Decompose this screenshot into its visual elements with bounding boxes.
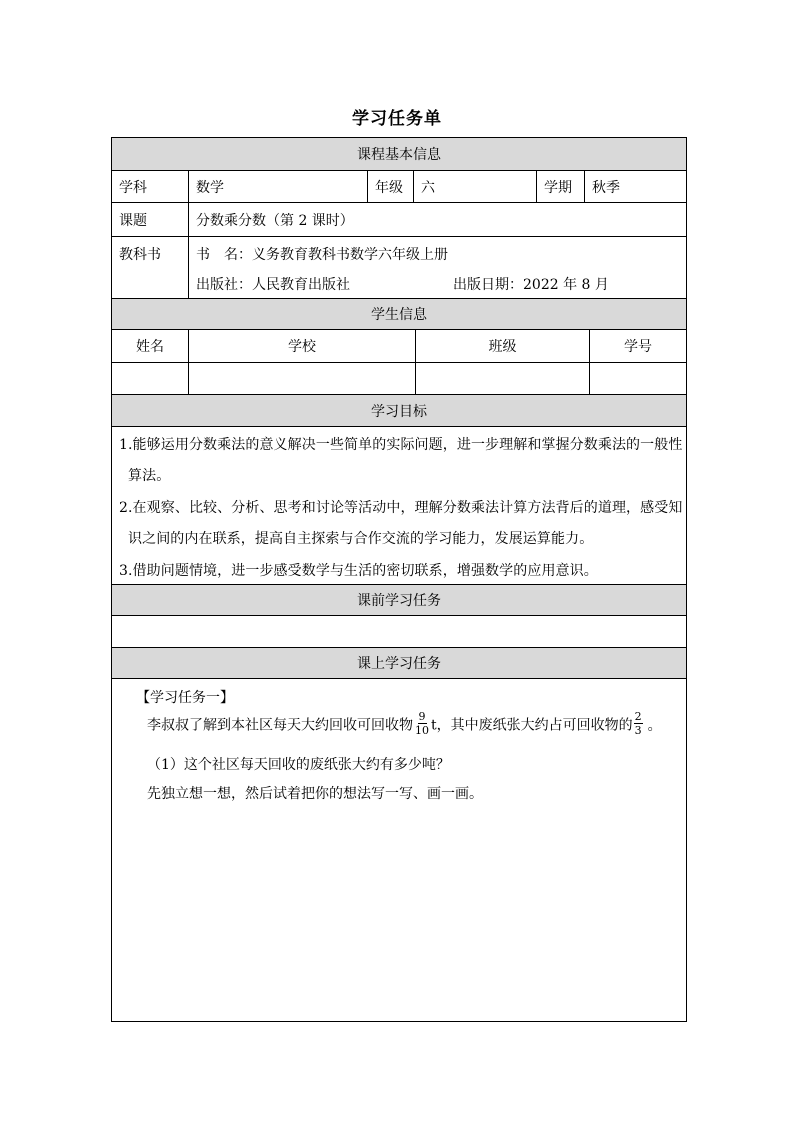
- col-class: 班级: [415, 330, 589, 362]
- fraction-two-thirds: [634, 711, 643, 736]
- class-field[interactable]: [415, 363, 589, 394]
- fraction-denominator: 10: [415, 724, 429, 737]
- task-sheet-table: [111, 137, 687, 1022]
- objective-line: 算法。: [128, 468, 171, 484]
- textbook-label: 教科书: [119, 247, 161, 263]
- student-id-field[interactable]: [589, 363, 686, 394]
- term-label: 学期: [536, 171, 584, 202]
- pre-class-body: [112, 616, 686, 648]
- student-columns-row: [112, 330, 686, 363]
- subject-row: [112, 171, 686, 203]
- col-name: 姓名: [136, 339, 164, 355]
- student-fill-row: [112, 363, 686, 395]
- objective-line: 1.能够运用分数乘法的意义解决一些简单的实际问题，进一步理解和掌握分数乘法的一般性: [119, 437, 683, 453]
- question-1: （1）这个社区每天回收的废纸张大约有多少吨？: [147, 757, 450, 773]
- book-name: 书 名：义务教育教科书数学六年级上册: [196, 247, 448, 263]
- fraction-denominator: 3: [634, 724, 642, 737]
- col-student-id: 学号: [589, 330, 686, 362]
- topic-row: [112, 203, 686, 237]
- topic-value: 分数乘分数（第 2 课时）: [188, 203, 686, 236]
- name-field[interactable]: [112, 363, 188, 394]
- in-class-body: [112, 679, 686, 1021]
- in-class-header: 课上学习任务: [112, 648, 686, 679]
- problem-text-3: 。: [647, 717, 662, 734]
- answer-area[interactable]: [112, 809, 686, 1021]
- grade-value: 六: [413, 171, 536, 202]
- course-info-header: 课程基本信息: [112, 138, 686, 171]
- school-field[interactable]: [188, 363, 415, 394]
- objective-line: 2.在观察、比较、分析、思考和讨论等活动中，理解分数乘法计算方法背后的道理，感受知: [119, 500, 683, 516]
- col-school: 学校: [188, 330, 415, 362]
- objectives-body: [112, 427, 686, 585]
- fraction-nine-tenths: [414, 711, 430, 736]
- textbook-details: [188, 237, 686, 298]
- objectives-header: 学习目标: [112, 395, 686, 427]
- problem-statement: [147, 710, 662, 738]
- objective-line: 识之间的内在联系，提高自主探索与合作交流的学习能力，发展运算能力。: [128, 531, 594, 547]
- textbook-row: [112, 237, 686, 299]
- grade-label: 年级: [367, 171, 413, 202]
- problem-text-1: 李叔叔了解到本社区每天大约回收可回收物: [147, 717, 413, 734]
- subject-label: 学科: [119, 179, 147, 196]
- publisher: 出版社：人民教育出版社: [196, 277, 350, 293]
- problem-text-2: t，其中废纸张大约占可回收物的: [431, 717, 633, 734]
- publish-date: 出版日期：2022 年 8 月: [453, 277, 609, 293]
- fraction-numerator: 9: [418, 710, 426, 723]
- task-title: 【学习任务一】: [136, 690, 234, 706]
- subject-value: 数学: [188, 171, 367, 202]
- instruction: 先独立想一想，然后试着把你的想法写一写、画一画。: [147, 786, 483, 802]
- page-title: 学习任务单: [352, 109, 442, 129]
- pre-class-header: 课前学习任务: [112, 585, 686, 616]
- fraction-numerator: 2: [634, 710, 642, 723]
- student-info-header: 学生信息: [112, 299, 686, 330]
- topic-label: 课题: [119, 212, 147, 229]
- term-value: 秋季: [584, 171, 686, 202]
- objective-line: 3.借助问题情境，进一步感受数学与生活的密切联系，增强数学的应用意识。: [119, 563, 598, 579]
